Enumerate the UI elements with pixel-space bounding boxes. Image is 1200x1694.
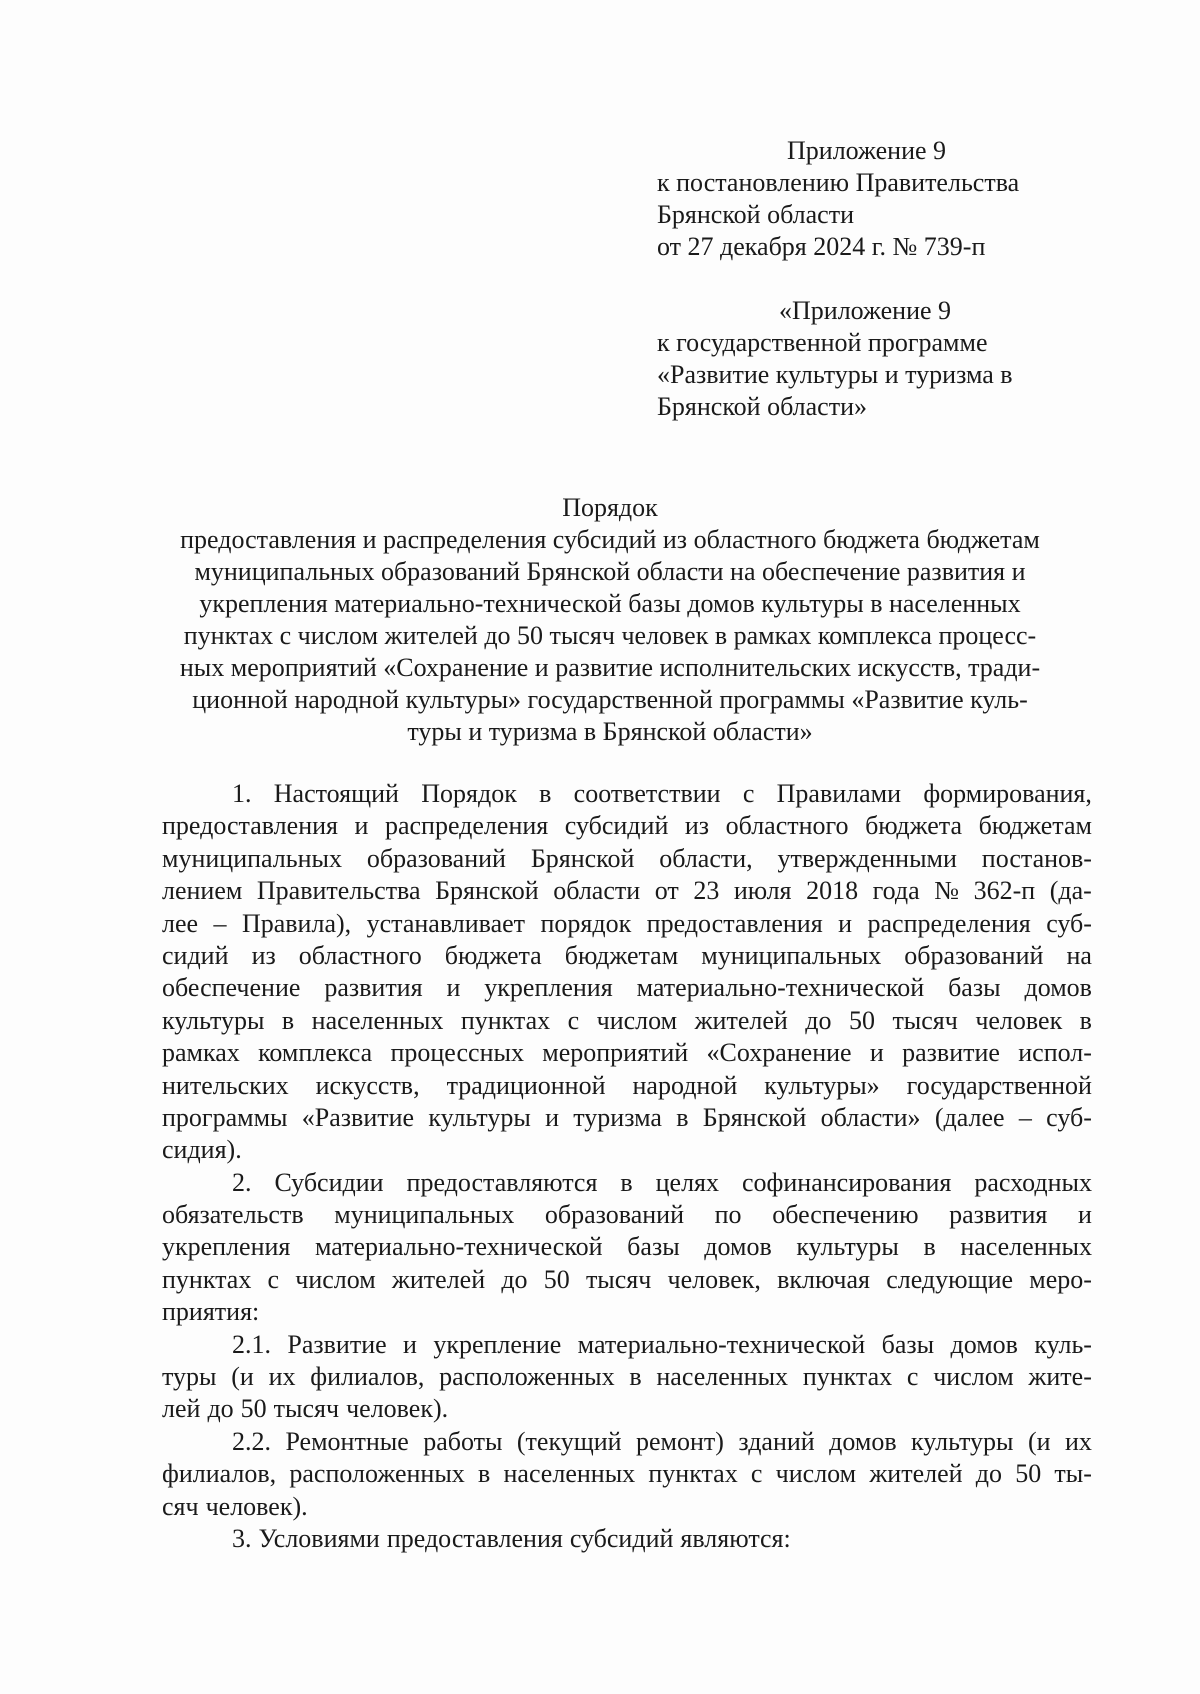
body-word: жителей — [391, 1264, 486, 1294]
body-word: и — [869, 1038, 884, 1068]
body-word: суб- — [1046, 1102, 1092, 1132]
appendix-header-line: Приложение 9 — [787, 136, 947, 165]
body-word: 2.2. — [232, 1426, 271, 1456]
body-line — [162, 1134, 1092, 1166]
body-word: обеспечение — [162, 973, 301, 1003]
title-line: туры и туризма в Брянской области» — [407, 717, 813, 746]
body-word: комплекса — [258, 1038, 373, 1068]
body-word: числом — [933, 1362, 1014, 1392]
body-word: домов — [829, 1426, 897, 1456]
appendix-header — [657, 135, 1117, 263]
body-word: в — [281, 1005, 295, 1035]
body-word: муниципальных — [334, 1200, 515, 1230]
body-word: населенных — [656, 1362, 789, 1392]
appendix-header-line: к постановлению Правительства — [657, 168, 1020, 197]
body-word: культуры — [428, 1102, 531, 1132]
body-word: предоставления — [162, 811, 338, 841]
body-word: в — [478, 1459, 491, 1489]
body-word: до — [975, 1459, 1002, 1489]
body-word: Развитие — [287, 1329, 387, 1359]
title-line: муниципальных образований Брянской области на обеспечение развития и — [194, 557, 1026, 586]
body-word: процессных — [390, 1038, 524, 1068]
body-line — [162, 1523, 1092, 1555]
body-word: программы — [162, 1102, 288, 1132]
body-word: лее — [162, 908, 199, 938]
body-line — [162, 1296, 1092, 1328]
program-header-line: «Развитие культуры и туризма в — [657, 360, 1013, 389]
body-word: развития — [324, 973, 423, 1003]
body-word: культуры» — [764, 1070, 880, 1100]
body-word: филиалов, — [310, 1362, 425, 1392]
body-word: до — [805, 1005, 832, 1035]
body-word: сяч — [162, 1491, 199, 1521]
body-word: (далее — [934, 1102, 1005, 1132]
body-word: муниципальных — [162, 843, 343, 873]
body-word: 2018 — [806, 876, 859, 906]
body-word: развития — [949, 1200, 1048, 1230]
body-word: филиалов, — [162, 1459, 277, 1489]
title-line: предоставления и распределения субсидий из областного бюджета бюджетам — [180, 525, 1040, 554]
body-word: с — [750, 1459, 763, 1489]
body-word: пунктах — [162, 1264, 252, 1294]
body-word: культуры — [911, 1426, 1014, 1456]
body-word: из — [251, 940, 276, 970]
body-word: 2.1. — [232, 1329, 271, 1359]
title-line: пунктах с числом жителей до 50 тысяч человек в рамках комплекса процесс- — [183, 621, 1037, 650]
body-word: обеспечению — [772, 1200, 919, 1230]
body-word: человек). — [346, 1394, 449, 1424]
body-word: жите- — [1028, 1362, 1092, 1392]
body-word: из — [684, 811, 710, 841]
body-word: человек). — [205, 1491, 308, 1521]
title-heading: Порядок — [562, 493, 658, 522]
body-word: «Сохранение — [706, 1038, 852, 1068]
body-word: тысяч — [892, 1005, 958, 1035]
body-line — [162, 1361, 1092, 1393]
body-word: Брянской — [435, 876, 539, 906]
body-word: с — [567, 1005, 580, 1035]
body-word: (текущий — [516, 1426, 622, 1456]
body-word: и — [838, 908, 853, 938]
body-word: 3. — [232, 1523, 252, 1553]
body-word: пунктах — [802, 1362, 893, 1392]
body-word: предоставления — [646, 908, 823, 938]
body-word: субсидий — [564, 811, 669, 841]
body-word: соответствии — [573, 779, 721, 808]
body-word: обязательств — [162, 1200, 304, 1230]
appendix-header-line: Брянской области — [657, 200, 854, 229]
body-word: тысяч — [585, 1264, 652, 1294]
body-word: софинансирования — [741, 1167, 952, 1197]
body-word: 50 — [848, 1005, 875, 1035]
body-word: развитие — [902, 1038, 1000, 1068]
body-word: Субсидии — [274, 1167, 384, 1197]
body-word: образований — [366, 843, 506, 873]
body-word: образований — [544, 1200, 684, 1230]
body-word: и — [403, 1329, 417, 1359]
body-word: бюджетам — [564, 940, 679, 970]
body-word: Брянской — [702, 1102, 807, 1132]
body-word: области — [553, 876, 641, 906]
body-word: базы — [881, 1329, 935, 1359]
body-word: домов — [1024, 973, 1092, 1003]
body-word: базы — [948, 973, 1001, 1003]
body-word: распределения — [384, 811, 549, 841]
body-word: туризма — [573, 1102, 662, 1132]
body-word: домов — [704, 1232, 772, 1262]
title-line: ционной народной культуры» государственной программы «Развитие куль- — [192, 685, 1028, 714]
body-word: суб- — [1046, 908, 1092, 938]
body-word: июля — [733, 876, 792, 906]
body-word: народной — [632, 1070, 738, 1100]
body-word: Условиями — [258, 1523, 380, 1553]
body-word: по — [714, 1200, 742, 1230]
body-word: жителей — [869, 1459, 963, 1489]
body-line — [162, 1393, 1092, 1425]
body-word: расходных — [974, 1167, 1092, 1197]
body-word: 2. — [232, 1167, 252, 1197]
body-word: года — [872, 876, 920, 906]
body-word: 362-п — [973, 876, 1036, 906]
body-word: рамках — [162, 1038, 240, 1068]
body-line — [162, 1491, 1092, 1523]
body-word: мероприятий — [542, 1038, 689, 1068]
body-word: 1. — [232, 779, 252, 808]
body-line — [162, 1070, 1092, 1102]
body-word: Правилами — [776, 779, 902, 808]
body-word: культуры — [162, 1005, 265, 1035]
body-line — [162, 1329, 1092, 1361]
body-word: – — [1018, 1102, 1032, 1132]
body-word: материально-технической — [315, 1232, 603, 1262]
body-word: населенных — [960, 1232, 1092, 1262]
body-line — [162, 1037, 1092, 1069]
body-word: куль- — [1034, 1329, 1092, 1359]
body-word: (и — [1027, 1426, 1051, 1456]
body-line — [162, 1199, 1092, 1231]
body-word: укрепления — [162, 1232, 291, 1262]
body-line — [162, 875, 1092, 907]
body-word: целях — [655, 1167, 720, 1197]
body-line — [162, 908, 1092, 940]
body-word: 50 — [1015, 1459, 1042, 1489]
body-word: на — [1066, 940, 1092, 970]
body-word: человек — [975, 1005, 1063, 1035]
body-word: культуры — [796, 1232, 899, 1262]
body-word: зданий — [738, 1426, 815, 1456]
body-word: укрепление — [433, 1329, 562, 1359]
body-word: домов — [950, 1329, 1018, 1359]
body-word: числом — [596, 1005, 678, 1035]
body-word: 50 — [543, 1264, 570, 1294]
body-word: традиционной — [446, 1070, 606, 1100]
body-word: постанов- — [981, 843, 1092, 873]
body-word: образований — [904, 940, 1044, 970]
body-word: испол- — [1018, 1038, 1092, 1068]
body-word: лением — [162, 876, 243, 906]
body-word: области, — [659, 843, 753, 873]
body-word: пунктах — [648, 1459, 738, 1489]
body-word: укрепления — [484, 973, 613, 1003]
body-line — [162, 843, 1092, 875]
body-line — [162, 1167, 1092, 1199]
body-word: человек, — [667, 1264, 761, 1294]
body-word: и — [446, 973, 461, 1003]
body-word: являются: — [680, 1523, 791, 1553]
document-title — [140, 492, 1080, 748]
program-header-line: к государственной программе — [657, 328, 988, 357]
body-line — [162, 810, 1092, 842]
body-word: их — [268, 1362, 296, 1392]
body-word: ты- — [1054, 1459, 1092, 1489]
document-body — [162, 778, 1092, 1555]
body-word: меро- — [1029, 1264, 1092, 1294]
body-word: лей — [162, 1394, 201, 1424]
body-word: Настоящий — [273, 779, 399, 808]
body-word: Брянской — [530, 843, 635, 873]
appendix-header-line: от 27 декабря 2024 г. № 739-п — [657, 232, 986, 261]
body-word: тысяч — [273, 1394, 340, 1424]
body-word: ремонт) — [636, 1426, 724, 1456]
body-word: и — [354, 811, 369, 841]
body-word: материально-технической — [636, 973, 925, 1003]
body-word: базы — [627, 1232, 680, 1262]
body-word: государственной — [906, 1070, 1092, 1100]
body-word: № — [934, 876, 960, 906]
program-header — [657, 295, 1117, 423]
body-line — [162, 940, 1092, 972]
body-word: работы — [423, 1426, 503, 1456]
body-word: и — [545, 1102, 559, 1132]
body-line — [162, 1005, 1092, 1037]
body-line — [162, 1102, 1092, 1134]
body-word: Правительства — [256, 876, 421, 906]
body-word: приятия: — [162, 1297, 260, 1327]
body-word: в — [1079, 1005, 1092, 1035]
body-word: до — [501, 1264, 528, 1294]
body-word: расположенных — [289, 1459, 465, 1489]
body-line — [162, 1426, 1092, 1458]
body-word: пунктах — [460, 1005, 551, 1035]
body-word: нительских — [162, 1070, 289, 1100]
body-word: Ремонтные — [285, 1426, 409, 1456]
body-word: с — [742, 779, 755, 808]
body-word: Порядок — [421, 779, 517, 808]
title-line: ных мероприятий «Сохранение и развитие исполнительских искусств, тради- — [179, 653, 1041, 682]
body-word: (да- — [1049, 876, 1092, 906]
body-word: с — [267, 1264, 280, 1294]
program-header-line: «Приложение 9 — [779, 296, 952, 325]
body-word: области» — [820, 1102, 921, 1132]
body-line — [162, 1458, 1092, 1490]
body-word: населенных — [503, 1459, 636, 1489]
body-word: в — [539, 779, 552, 808]
body-word: распределения — [867, 908, 1031, 938]
body-word: бюджета — [444, 940, 542, 970]
title-line: укрепления материально-технической базы домов культуры в населенных — [199, 589, 1021, 618]
body-word: жителей — [694, 1005, 788, 1035]
body-word: «Развитие — [301, 1102, 415, 1132]
body-word: 50 — [240, 1394, 267, 1424]
body-word: формирования, — [923, 779, 1092, 808]
body-word: числом — [775, 1459, 857, 1489]
body-word: устанавливает — [366, 908, 526, 938]
body-word: с — [906, 1362, 919, 1392]
body-word: сидий — [162, 940, 229, 970]
body-word: числом — [295, 1264, 376, 1294]
body-word: предоставляются — [406, 1167, 598, 1197]
body-word: – — [213, 908, 227, 938]
body-word: включая — [777, 1264, 871, 1294]
body-word: следующие — [886, 1264, 1014, 1294]
body-word: областного — [725, 811, 849, 841]
body-word: 23 — [693, 876, 720, 906]
body-word: в — [629, 1362, 642, 1392]
body-line — [162, 972, 1092, 1004]
body-word: в — [620, 1167, 633, 1197]
body-word: Правила), — [241, 908, 352, 938]
body-word: бюджета — [865, 811, 963, 841]
body-word: до — [207, 1394, 234, 1424]
body-word: в — [923, 1232, 936, 1262]
body-word: сидия). — [162, 1135, 242, 1165]
body-word: областного — [298, 940, 422, 970]
body-word: туры — [162, 1362, 217, 1392]
body-word: их — [1064, 1426, 1092, 1456]
body-word: населенных — [311, 1005, 444, 1035]
body-word: утвержденными — [777, 843, 957, 873]
body-word: материально-технической — [577, 1329, 866, 1359]
body-word: бюджетам — [978, 811, 1092, 841]
body-word: (и — [231, 1362, 254, 1392]
body-line — [162, 1231, 1092, 1263]
body-word: искусств, — [315, 1070, 420, 1100]
body-word: в — [676, 1102, 689, 1132]
body-word: расположенных — [439, 1362, 615, 1392]
body-word: предоставления — [386, 1523, 563, 1553]
body-word: субсидий — [569, 1523, 674, 1553]
body-word: порядок — [540, 908, 632, 938]
body-word: от — [654, 876, 679, 906]
body-word: и — [1078, 1200, 1092, 1230]
body-line — [162, 1264, 1092, 1296]
body-word: муниципальных — [701, 940, 882, 970]
body-line — [162, 778, 1092, 810]
program-header-line: Брянской области» — [657, 392, 867, 421]
